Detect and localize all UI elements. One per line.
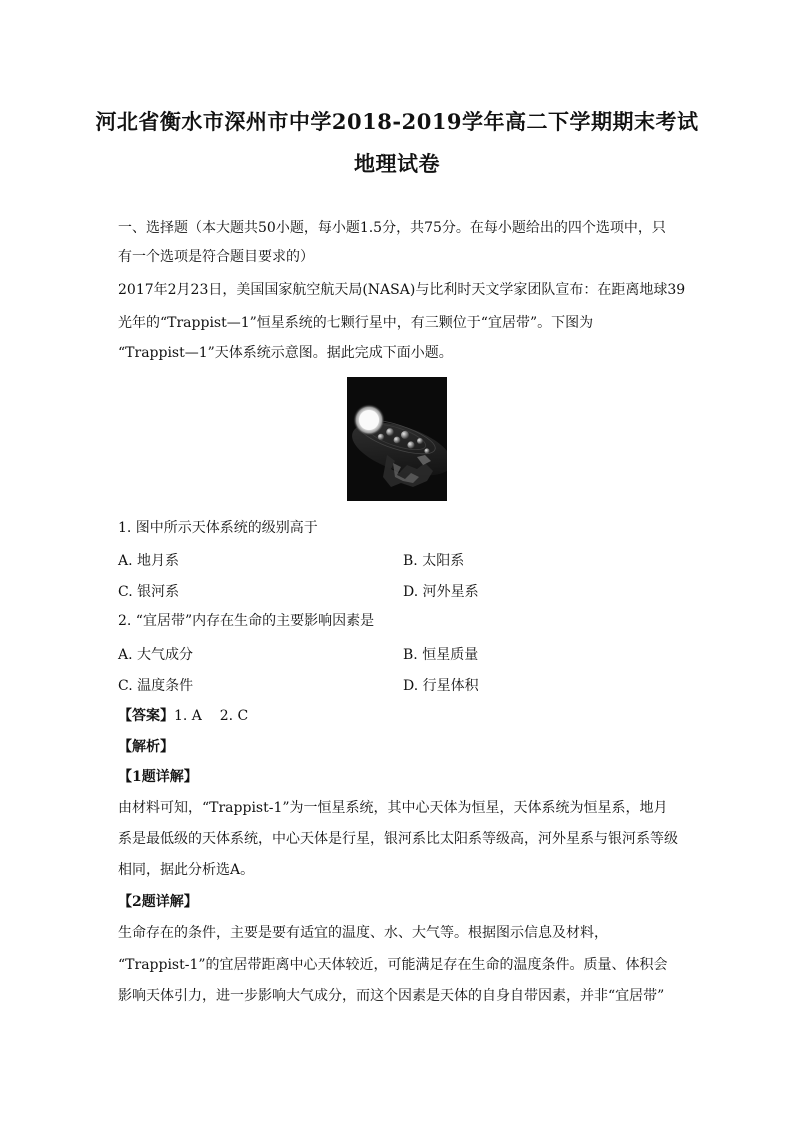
material-line-1: 2017年2月23日，美国国家航空航天局(NASA)与比利时天文学家团队宣布：在距离地球39: [118, 282, 686, 298]
analysis-q1-line-1: 由材料可知，“Trappist-1”为一恒星系统，其中心天体为恒星，天体系统为恒星系，地月: [118, 800, 668, 816]
question-1-stem: 1. 图中所示天体系统的级别高于: [118, 520, 318, 536]
question-1-option-c: C. 银河系: [118, 584, 180, 600]
material-line-2: 光年的“Trappist—1”恒星系统的七颗行星中，有三颗位于“宜居带”。下图为: [118, 315, 594, 331]
document-title: 河北省衡水市深州市中学2018-2019学年高二下学期期末考试: [95, 109, 699, 134]
question-1-option-d: D. 河外星系: [403, 584, 479, 600]
analysis-q1-label: 【1题详解】: [118, 769, 198, 785]
analysis-label: 【解析】: [118, 739, 174, 755]
answer-row: [118, 706, 678, 726]
answer-label: 【答案】: [118, 708, 174, 724]
section-header-line-1: 一、选择题（本大题共50小题，每小题1.5分，共75分。在每小题给出的四个选项中，只: [118, 220, 666, 236]
answer-text: 1. A 2. C: [174, 708, 249, 724]
question-2-option-c: C. 温度条件: [118, 678, 194, 694]
trappist-1-system-illustration: [347, 377, 447, 501]
material-line-3: “Trappist—1”天体系统示意图。据此完成下面小题。: [118, 345, 453, 361]
analysis-q2-label: 【2题详解】: [118, 894, 198, 910]
document-subtitle: 地理试卷: [354, 151, 440, 176]
section-header-line-2: 有一个选项是符合题目要求的）: [118, 249, 314, 265]
analysis-q1-line-2: 系是最低级的天体系统，中心天体是行星，银河系比太阳系等级高，河外星系与银河系等级: [118, 831, 678, 847]
analysis-q2-line-2: “Trappist-1”的宜居带距离中心天体较近，可能满足存在生命的温度条件。质量、体积会: [118, 957, 668, 973]
analysis-q1-line-3: 相同，据此分析选A。: [118, 862, 255, 878]
analysis-q2-line-3: 影响天体引力，进一步影响大气成分，而这个因素是天体的自身自带因素，并非“宜居带”: [118, 988, 665, 1004]
question-2-option-b: B. 恒星质量: [403, 647, 479, 663]
analysis-q2-line-1: 生命存在的条件，主要是要有适宜的温度、水、大气等。根据图示信息及材料，: [118, 925, 608, 941]
question-2-stem: 2. “宜居带”内存在生命的主要影响因素是: [118, 613, 375, 629]
trappist-1-system-image: [347, 377, 447, 501]
question-1-option-a: A. 地月系: [118, 553, 180, 569]
question-2-option-d: D. 行星体积: [403, 678, 479, 694]
question-2-option-a: A. 大气成分: [118, 647, 194, 663]
question-1-option-b: B. 太阳系: [403, 553, 465, 569]
